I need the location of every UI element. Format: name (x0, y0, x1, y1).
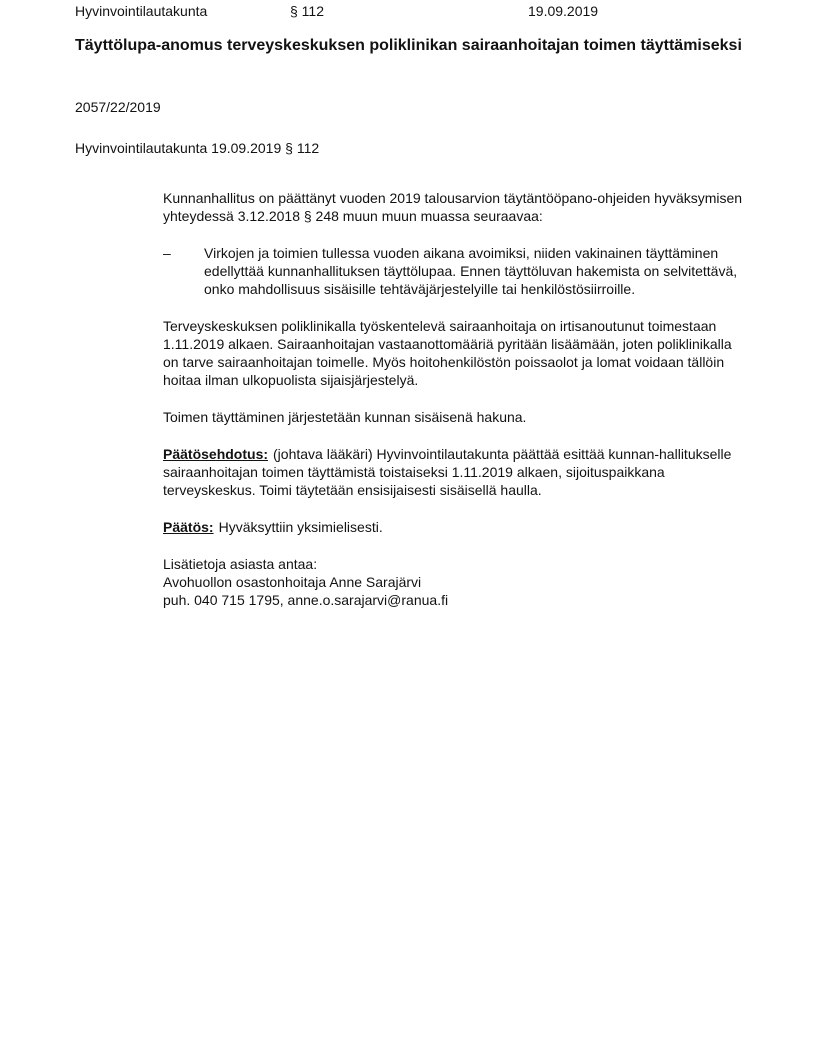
header-section-mark: § 112 (290, 3, 324, 19)
document-title: Täyttölupa-anomus terveyskeskuksen poliklinikan sairaanhoitajan toimen täyttämiseksi (75, 37, 742, 54)
decision-paragraph (163, 518, 748, 536)
proposal-text: (johtava lääkäri) Hyvinvointilautakunta päättää esittää kunnan-hallitukselle sairaanhoitajan toimen täyttämistä toistaiseksi 1.11.2019 alkaen, sijoituspaikkana terveyskeskus. Toimi täytetään ensisijaisesti sisäisellä haulla. (163, 446, 732, 498)
document-body (163, 189, 748, 609)
bullet-dash-marker: – (163, 245, 171, 261)
proposal-paragraph (163, 445, 748, 499)
contact-person-line: Avohuollon osastonhoitaja Anne Sarajärvi (163, 574, 422, 590)
decision-label: Päätös: (163, 519, 214, 535)
decision-text: Hyväksyttiin yksimielisesti. (218, 519, 383, 535)
paragraph-hiring-note: Toimen täyttäminen järjestetään kunnan sisäisenä hakuna. (163, 409, 527, 425)
case-number: 2057/22/2019 (75, 99, 161, 115)
contact-block (163, 555, 748, 609)
header-meeting-date: 19.09.2019 (528, 3, 599, 19)
paragraph-situation: Terveyskeskuksen poliklinikalla työskentelevä sairaanhoitaja on irtisanoutunut toimestaan 1.11.2019 alkaen. Sairaanhoitajan vastaanottomääriä pyritään lisäämään, joten poliklinikalla on tarve sairaanhoitajan toimelle. Myös hoitohenkilöstön poissaolot ja lomat voidaan tällöin hoitaa ilman ulkopuolista sijaisjärjestelyä. (163, 318, 732, 388)
bullet-text: Virkojen ja toimien tullessa vuoden aikana avoimiksi, niiden vakinainen täyttäminen edellyttää kunnanhallituksen täyttölupaa. Ennen täyttöluvan hakemista on selvitettävä, onko mahdollisuus sisäisille tehtäväjärjestelyille tai henkilöstösiirroille. (204, 245, 738, 297)
contact-intro-line: Lisätietoja asiasta antaa: (163, 556, 318, 572)
reference-line: Hyvinvointilautakunta 19.09.2019 § 112 (75, 140, 320, 156)
paragraph-intro: Kunnanhallitus on päättänyt vuoden 2019 talousarvion täytäntööpano-ohjeiden hyväksymisen yhteydessä 3.12.2018 § 248 muun muun muassa seuraavaa: (163, 190, 743, 224)
bullet-item (163, 244, 748, 298)
page-header (0, 2, 816, 20)
contact-phone-email-line: puh. 040 715 1795, anne.o.sarajarvi@ranua.fi (163, 592, 449, 608)
proposal-label: Päätösehdotus: (163, 446, 269, 462)
header-committee-name: Hyvinvointilautakunta (75, 3, 208, 19)
